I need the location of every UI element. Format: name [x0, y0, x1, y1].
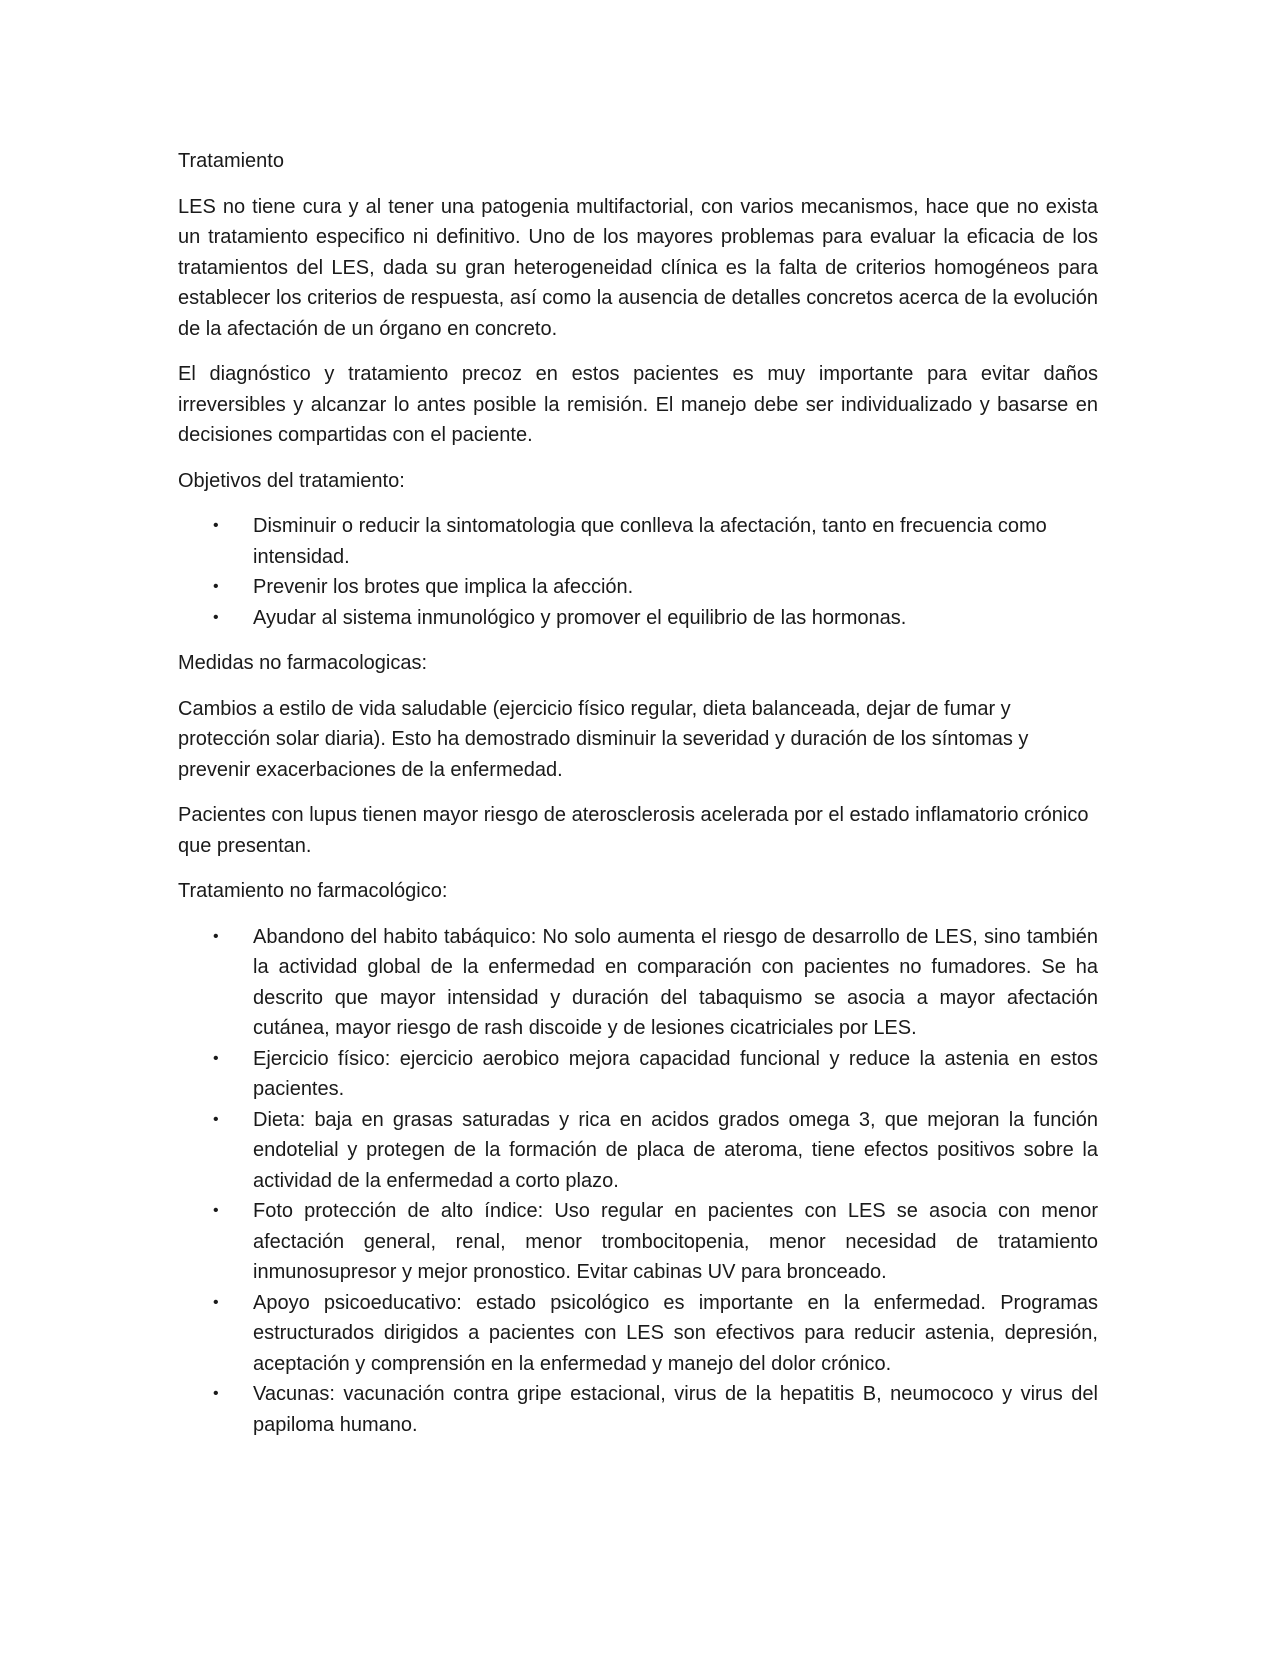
- document-page: [178, 146, 1098, 1455]
- bullet-icon: •: [213, 608, 219, 626]
- list-item-text: Vacunas: vacunación contra gripe estacional, virus de la hepatitis B, neumococo y virus del papiloma humano.: [253, 1383, 1098, 1436]
- list-item: [178, 1044, 1098, 1105]
- non-pharma-measures-paragraph: Pacientes con lupus tienen mayor riesgo de aterosclerosis acelerada por el estado inflamatorio crónico que presentan.: [178, 804, 1089, 857]
- list-item-text: Ejercicio físico: ejercicio aerobico mejora capacidad funcional y reduce la astenia en estos pacientes.: [253, 1047, 1098, 1100]
- bullet-icon: •: [213, 578, 219, 595]
- intro-paragraph: El diagnóstico y tratamiento precoz en estos pacientes es muy importante para evitar daños irreversibles y alcanzar lo antes posible la remisión. El manejo debe ser individualizado y basarse en decisiones compartidas con el paciente.: [178, 363, 1098, 446]
- list-item-text: Disminuir o reducir la sintomatologia que conlleva la afectación, tanto en frecuencia como intensidad.: [253, 515, 1047, 568]
- bullet-icon: •: [213, 1110, 219, 1128]
- non-pharma-treatment-list: [178, 922, 1098, 1441]
- list-item-text: Dieta: baja en grasas saturadas y rica en acidos grados omega 3, que mejoran la función endotelial y protegen de la formación de placa de ateroma, tiene efectos positivos sobre la actividad de la enfermedad a corto plazo.: [253, 1108, 1098, 1192]
- bullet-icon: •: [213, 1293, 219, 1311]
- list-item: [178, 572, 1098, 603]
- bullet-icon: •: [213, 517, 219, 534]
- bullet-icon: •: [213, 1202, 219, 1219]
- list-item: [178, 603, 1098, 634]
- objectives-list: [178, 511, 1098, 633]
- list-item-text: Foto protección de alto índice: Uso regular en pacientes con LES se asocia con menor afectación general, renal, menor trombocitopenia, menor necesidad de tratamiento inmunosupresor y mejor pronostico. Evitar cabinas UV para bronceado.: [253, 1200, 1098, 1283]
- list-item: [178, 1288, 1098, 1380]
- list-item: [178, 1105, 1098, 1197]
- list-item-text: Prevenir los brotes que implica la afección.: [253, 576, 634, 598]
- bullet-icon: •: [213, 1385, 219, 1402]
- bullet-icon: •: [213, 927, 219, 945]
- list-item: [178, 1196, 1098, 1288]
- list-item-text: Abandono del habito tabáquico: No solo aumenta el riesgo de desarrollo de LES, sino también la actividad global de la enfermedad en comparación con pacientes no fumadores. Se ha descrito que mayor intensidad y duración del tabaquismo se asocia a mayor afectación cutánea, mayor riesgo de rash discoide y de lesiones cicatriciales por LES.: [253, 925, 1098, 1039]
- non-pharma-measures-paragraph: Cambios a estilo de vida saludable (ejercicio físico regular, dieta balanceada, dejar de fumar y protección solar diaria). Esto ha demostrado disminuir la severidad y duración de los síntomas y prevenir exacerbaciones de la enfermedad.: [178, 697, 1029, 781]
- list-item: [178, 1379, 1098, 1440]
- non-pharma-measures-heading: Medidas no farmacologicas:: [178, 652, 428, 674]
- list-item-text: Ayudar al sistema inmunológico y promover el equilibrio de las hormonas.: [253, 606, 907, 629]
- list-item: [178, 511, 1098, 572]
- objectives-heading: Objetivos del tratamiento:: [178, 469, 405, 492]
- section-heading-tratamiento: Tratamiento: [178, 150, 284, 172]
- list-item-text: Apoyo psicoeducativo: estado psicológico es importante en la enfermedad. Programas estructurados dirigidos a pacientes con LES son efectivos para reducir astenia, depresión, aceptación y comprensión en la enfermedad y manejo del dolor crónico.: [253, 1291, 1098, 1375]
- bullet-icon: •: [213, 1049, 219, 1067]
- list-item: [178, 922, 1098, 1044]
- intro-paragraph: LES no tiene cura y al tener una patogenia multifactorial, con varios mecanismos, hace que no exista un tratamiento especifico ni definitivo. Uno de los mayores problemas para evaluar la eficacia de los tratamientos del LES, dada su gran heterogeneidad clínica es la falta de criterios homogéneos para establecer los criterios de respuesta, así como la ausencia de detalles concretos acerca de la evolución de la afectación de un órgano en concreto.: [178, 195, 1098, 340]
- non-pharma-treatment-heading: Tratamiento no farmacológico:: [178, 880, 448, 902]
